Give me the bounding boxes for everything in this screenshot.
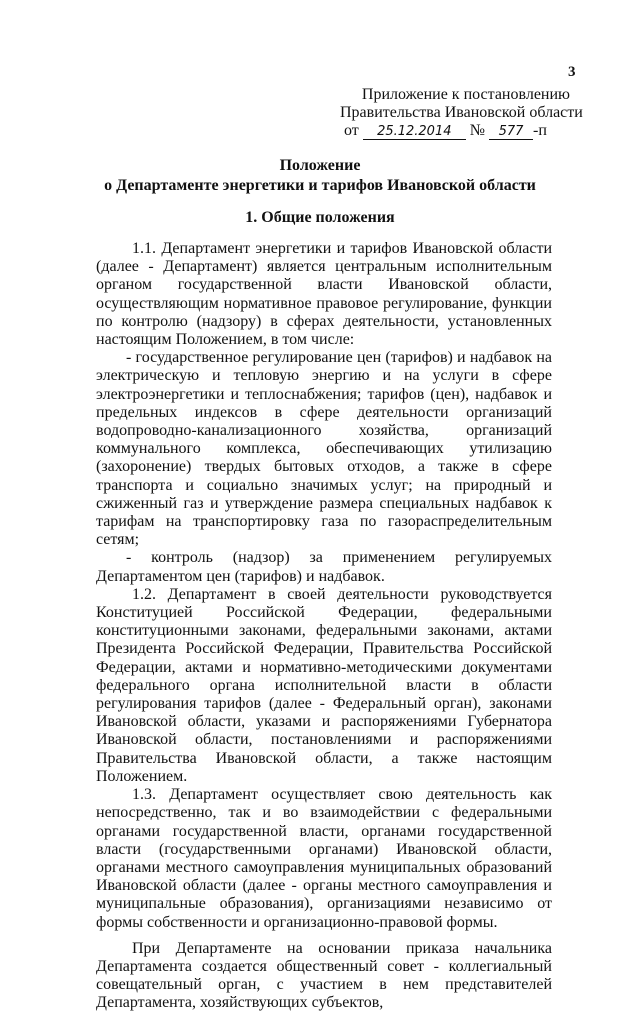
- document-body: [96, 240, 552, 1013]
- paragraph-public-council: При Департаменте на основании приказа начальника Департамента создается общественный совет - коллегиальный совещательный орган, с участием в нем представителей Департамента, хозяйствующих субъектов,: [96, 939, 552, 1012]
- page-number: 3: [568, 64, 576, 80]
- appendix-line-1: Приложение к постановлению: [361, 86, 570, 103]
- handwritten-date: 25.12.2014: [363, 125, 466, 140]
- paragraph-1-2: 1.2. Департамент в своей деятельности руководствуется Конституцией Российской Федерации, федеральными конституционными законами, федеральными законами, актами Президента Российской Федерации, Правительства Российской Федерации, актами и нормативно-методическими документами федерального органа исполнительной власти в области регулирования тарифов (далее - Федеральный орган), законами Ивановской области, указами и распоряжениями Губернатора Ивановской области, постановлениями и распоряжениями Правительства Ивановской области, а также настоящим Положением.: [96, 585, 552, 785]
- number-suffix: -п: [533, 122, 547, 139]
- document-subtitle: о Департаменте энергетики и тарифов Ивановской области: [104, 177, 536, 194]
- list-item-control: - контроль (надзор) за применением регулируемых Департаментом цен (тарифов) и надбавок.: [96, 549, 552, 585]
- appendix-block: [340, 86, 583, 140]
- number-prefix: №: [469, 122, 486, 139]
- date-prefix: от: [344, 122, 359, 139]
- paragraph-1-3: 1.3. Департамент осуществляет свою деятельность как непосредственно, так и во взаимодействии с федеральными органами государственной власти, органами государственной власти (государственными органами) Ивановской области, органами местного самоуправления муниципальных образований Ивановской области (далее - органы местного самоуправления и муниципальные образования), организациями независимо от формы собственности и организационно-правовой формы.: [96, 786, 552, 931]
- appendix-line-2: Правительства Ивановской области: [340, 104, 583, 121]
- list-item-regulation: - государственное регулирование цен (тарифов) и надбавок на электрическую и тепловую энергию и на услуги в сфере электроэнергетики и теплоснабжения; тарифов (цен), надбавок и предельных индексов в сфере деятельности организаций водопроводно-канализационного хозяйства, организаций коммунального комплекса, обеспечивающих утилизацию (захоронение) твердых бытовых отходов, а также в сфере транспорта и социально значимых услуг; на природный и сжиженный газ и утверждение размера специальных надбавок к тарифам на транспортировку газа по газораспределительным сетям;: [96, 349, 552, 549]
- handwritten-number: 577: [489, 125, 533, 140]
- section-title: 1. Общие положения: [245, 209, 395, 226]
- appendix-reference: [340, 122, 570, 140]
- paragraph-1-1: 1.1. Департамент энергетики и тарифов Ивановской области (далее - Департамент) является центральным исполнительным органом государственной власти Ивановской области, осуществляющим нормативное правовое регулирование, функции по контролю (надзору) в сферах деятельности, установленных настоящим Положением, в том числе:: [96, 240, 552, 349]
- document-title: Положение: [279, 157, 361, 174]
